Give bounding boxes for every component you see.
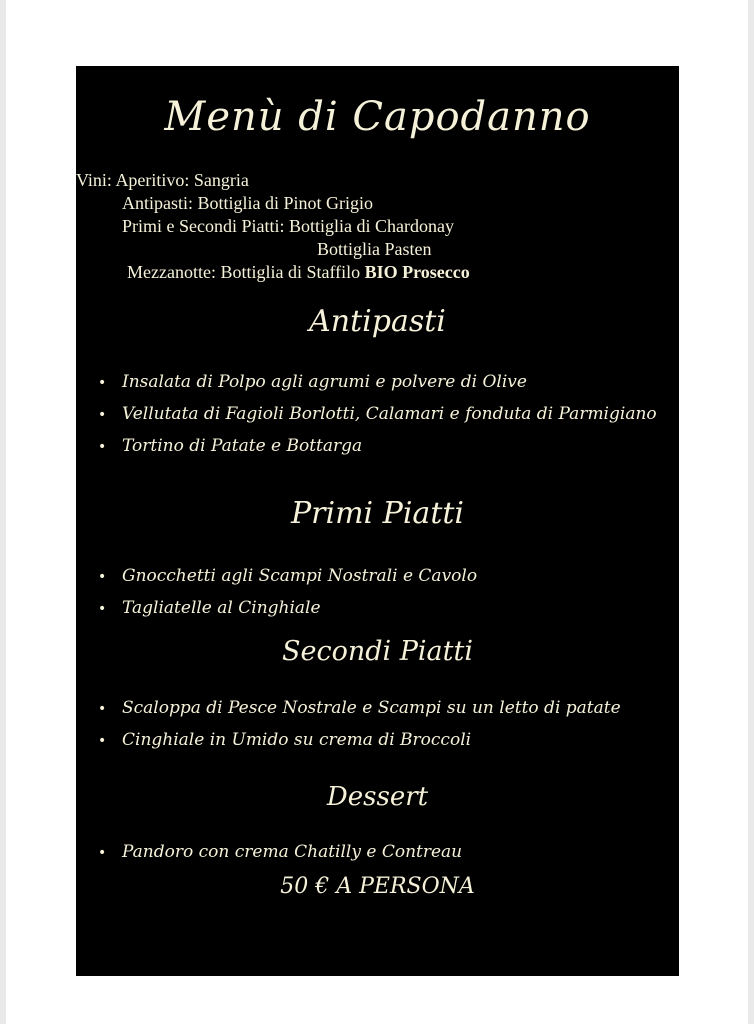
list-item: [98, 566, 477, 586]
section-title-primi: Primi Piatti: [290, 496, 465, 531]
wine-mezzanotte: Mezzanotte: Bottiglia di Staffilo: [127, 262, 361, 282]
list-item: [98, 436, 362, 456]
bullet-icon: •: [98, 733, 107, 749]
page-edge-right: [748, 0, 754, 1024]
wine-pasten: Bottiglia Pasten: [317, 239, 432, 259]
list-item: [98, 730, 471, 750]
wine-mezzanotte-line: [127, 262, 470, 283]
page-edge-left: [0, 0, 6, 1024]
wine-aperitivo-line: [76, 170, 249, 191]
wine-mezzanotte-bold: BIO Prosecco: [364, 262, 470, 282]
wine-antipasti: Antipasti: Bottiglia di Pinot Grigio: [122, 193, 374, 213]
wine-aperitivo: Aperitivo: Sangria: [115, 170, 249, 190]
menu-card: [76, 66, 679, 976]
menu-item-text: Tortino di Patate e Bottarga: [122, 436, 363, 456]
section-title-secondi: Secondi Piatti: [282, 636, 473, 667]
list-item: [98, 698, 621, 718]
menu-title: Menù di Capodanno: [164, 94, 591, 140]
menu-item-text: Gnocchetti agli Scampi Nostrali e Cavolo: [122, 566, 478, 586]
menu-item-text: Pandoro con crema Chatilly e Contreau: [122, 842, 463, 862]
menu-item-text: Cinghiale in Umido su crema di Broccoli: [122, 730, 472, 750]
bullet-icon: •: [98, 439, 107, 455]
list-item: [98, 842, 462, 862]
list-item: [98, 404, 657, 424]
section-title-dessert: Dessert: [326, 782, 429, 812]
list-item: [98, 598, 321, 618]
menu-item-text: Insalata di Polpo agli agrumi e polvere di Olive: [122, 372, 527, 392]
bullet-icon: •: [98, 845, 107, 861]
bullet-icon: •: [98, 701, 107, 717]
section-title-antipasti: Antipasti: [309, 304, 446, 339]
bullet-icon: •: [98, 601, 107, 617]
bullet-icon: •: [98, 407, 107, 423]
price-per-person: 50 € A PERSONA: [280, 874, 475, 899]
wine-label: Vini:: [76, 170, 112, 190]
bullet-icon: •: [98, 569, 107, 585]
bullet-icon: •: [98, 375, 107, 391]
menu-item-text: Vellutata di Fagioli Borlotti, Calamari e fonduta di Parmigiano: [122, 404, 657, 424]
menu-item-text: Scaloppa di Pesce Nostrale e Scampi su un letto di patate: [122, 698, 621, 718]
menu-item-text: Tagliatelle al Cinghiale: [122, 598, 321, 618]
list-item: [98, 372, 527, 392]
wine-primi-secondi: Primi e Secondi Piatti: Bottiglia di Chardonay: [122, 216, 454, 236]
